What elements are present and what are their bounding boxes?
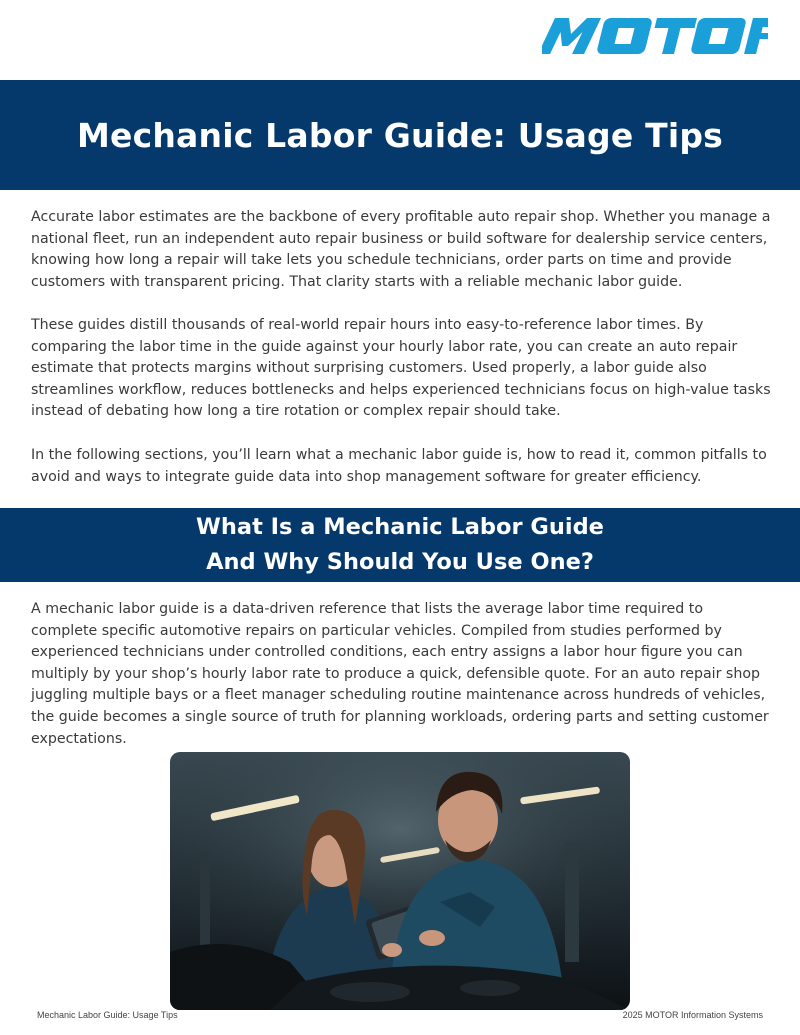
title-banner	[0, 80, 800, 190]
footer-title: Mechanic Labor Guide: Usage Tips	[37, 1010, 178, 1020]
section-paragraph: A mechanic labor guide is a data-driven reference that lists the average labor time required to complete specific automotive repairs on particular vehicles. Compiled from studies performed by experienced technicians under controlled conditions, each entry assigns a labor hour figure you can multiply by your shop’s hourly labor rate to produce a quick, defensible quote. For an auto repair shop juggling multiple bays or a fleet manager scheduling routine maintenance across hundreds of vehicles, the guide becomes a single source of truth for planning workloads, ordering parts and setting customer expectations.	[31, 601, 769, 747]
motor-logo	[542, 14, 768, 58]
section-heading-line-2: And Why Should You Use One?	[206, 549, 594, 575]
page-title: Mechanic Labor Guide: Usage Tips	[76, 115, 724, 155]
mechanics-photo	[170, 752, 630, 1010]
section-heading-line-1: What Is a Mechanic Labor Guide	[196, 514, 604, 540]
section-heading-banner	[0, 508, 800, 582]
mechanics-photo-icon	[170, 752, 630, 1010]
footer-copyright: 2025 MOTOR Information Systems	[622, 1010, 763, 1020]
motor-logo-icon	[542, 14, 768, 58]
intro-paragraph-1: Accurate labor estimates are the backbone of every profitable auto repair shop. Whether you manage a national fleet, run an independent auto repair business or build software for dealership service centers, knowing how long a repair will take lets you schedule technicians, order parts on time and provide customers with transparent pricing. That clarity starts with a reliable mechanic labor guide.	[31, 209, 771, 290]
intro-paragraph-2: These guides distill thousands of real-world repair hours into easy-to-reference labor times. By comparing the labor time in the guide against your hourly labor rate, you can create an auto repair estimate that protects margins without surprising customers. Used properly, a labor guide also streamlines workflow, reduces bottlenecks and helps experienced technicians focus on high-value tasks instead of debating how long a tire rotation or complex repair should take.	[31, 317, 771, 420]
intro-paragraph-3: In the following sections, you’ll learn what a mechanic labor guide is, how to read it, common pitfalls to avoid and ways to integrate guide data into shop management software for greater efficiency.	[31, 447, 767, 485]
